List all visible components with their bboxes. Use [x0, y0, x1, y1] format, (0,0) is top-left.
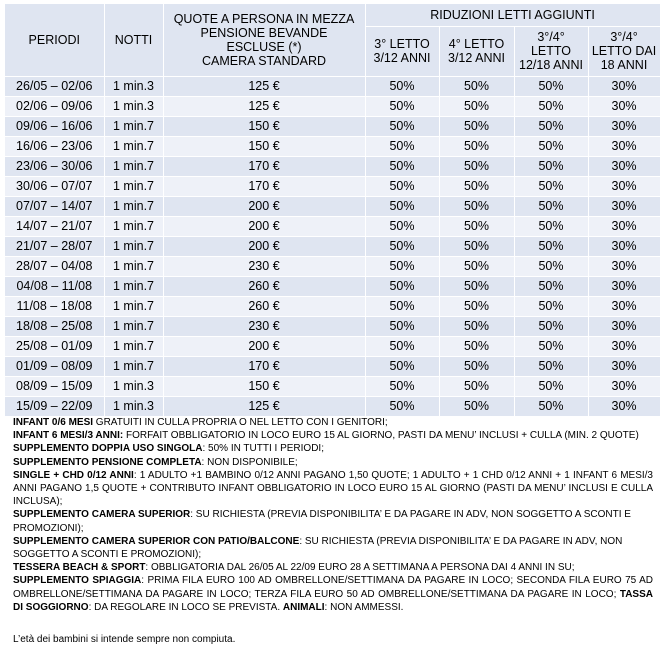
cell-rid-terzo-letto: 50%: [365, 76, 439, 96]
cell-notti: 1 min.3: [104, 96, 163, 116]
note-text: : PRIMA FILA EURO 100 AD OMBRELLONE/SETTIMANA DA PAGARE IN LOCO; SECONDA FILA EURO 75 AD OMBRELLONE/SETTIMANA DA PAGARE IN LOCO; TERZA FILA EURO 50 AD OMBRELLONE/SETTIMANA DA PAGARE IN LOCO;: [13, 575, 653, 600]
cell-rid-12-18: 50%: [514, 156, 588, 176]
table-row: [5, 276, 660, 296]
cell-rid-quarto-letto: 50%: [439, 96, 514, 116]
cell-rid-dai-18: 30%: [588, 196, 660, 216]
cell-rid-quarto-letto: 50%: [439, 276, 514, 296]
table-row: [5, 376, 660, 396]
note-item: [13, 416, 653, 429]
note-text: : OBBLIGATORIA DAL 26/05 AL 22/09 EURO 28 A SETTIMANA A PERSONA DAI 4 ANNI IN SU;: [145, 562, 575, 574]
cell-quota: 200 €: [163, 236, 365, 256]
cell-quota: 150 €: [163, 116, 365, 136]
note-item: [13, 574, 653, 614]
cell-rid-12-18: 50%: [514, 96, 588, 116]
cell-rid-dai-18: 30%: [588, 136, 660, 156]
table-row: [5, 176, 660, 196]
cell-quota: 125 €: [163, 96, 365, 116]
cell-rid-dai-18: 30%: [588, 296, 660, 316]
cell-rid-dai-18: 30%: [588, 376, 660, 396]
cell-periodo: 11/08 – 18/08: [5, 296, 104, 316]
cell-rid-dai-18: 30%: [588, 116, 660, 136]
cell-periodo: 16/06 – 23/06: [5, 136, 104, 156]
cell-rid-dai-18: 30%: [588, 256, 660, 276]
cell-rid-dai-18: 30%: [588, 76, 660, 96]
header-letto-12-18: 3°/4° LETTO 12/18 ANNI: [514, 26, 588, 76]
table-row: [5, 136, 660, 156]
cell-periodo: 30/06 – 07/07: [5, 176, 104, 196]
cell-rid-12-18: 50%: [514, 176, 588, 196]
conditions-notes: [13, 416, 653, 614]
cell-periodo: 08/09 – 15/09: [5, 376, 104, 396]
cell-rid-dai-18: 30%: [588, 216, 660, 236]
cell-rid-terzo-letto: 50%: [365, 316, 439, 336]
header-riduzioni: RIDUZIONI LETTI AGGIUNTI: [365, 4, 660, 26]
cell-rid-terzo-letto: 50%: [365, 396, 439, 416]
note-text: : NON DISPONIBILE;: [201, 456, 298, 468]
cell-notti: 1 min.7: [104, 116, 163, 136]
cell-rid-12-18: 50%: [514, 196, 588, 216]
table-row: [5, 96, 660, 116]
cell-periodo: 09/06 – 16/06: [5, 116, 104, 136]
cell-rid-terzo-letto: 50%: [365, 96, 439, 116]
note-item: [13, 429, 653, 442]
cell-rid-quarto-letto: 50%: [439, 196, 514, 216]
header-quote: QUOTE A PERSONA IN MEZZA PENSIONE BEVANDE ESCLUSE (*) CAMERA STANDARD: [163, 4, 365, 76]
cell-quota: 260 €: [163, 276, 365, 296]
header-terzo-letto-3-12: 3° LETTO 3/12 ANNI: [365, 26, 439, 76]
cell-rid-quarto-letto: 50%: [439, 316, 514, 336]
cell-notti: 1 min.7: [104, 216, 163, 236]
cell-periodo: 23/06 – 30/06: [5, 156, 104, 176]
table-row: [5, 396, 660, 416]
table-row: [5, 256, 660, 276]
cell-notti: 1 min.7: [104, 236, 163, 256]
cell-quota: 125 €: [163, 396, 365, 416]
table-row: [5, 156, 660, 176]
cell-rid-terzo-letto: 50%: [365, 116, 439, 136]
price-table-body: [5, 76, 660, 416]
cell-quota: 260 €: [163, 296, 365, 316]
cell-quota: 170 €: [163, 356, 365, 376]
cell-periodo: 18/08 – 25/08: [5, 316, 104, 336]
cell-rid-quarto-letto: 50%: [439, 376, 514, 396]
header-notti: NOTTI: [104, 4, 163, 76]
table-row: [5, 236, 660, 256]
cell-rid-quarto-letto: 50%: [439, 296, 514, 316]
cell-notti: 1 min.7: [104, 296, 163, 316]
cell-periodo: 26/05 – 02/06: [5, 76, 104, 96]
cell-rid-terzo-letto: 50%: [365, 176, 439, 196]
cell-rid-quarto-letto: 50%: [439, 356, 514, 376]
cell-rid-12-18: 50%: [514, 396, 588, 416]
cell-rid-12-18: 50%: [514, 276, 588, 296]
note-text: : 50% IN TUTTI I PERIODI;: [202, 443, 324, 455]
cell-rid-quarto-letto: 50%: [439, 176, 514, 196]
table-row: [5, 296, 660, 316]
cell-quota: 230 €: [163, 256, 365, 276]
cell-rid-quarto-letto: 50%: [439, 136, 514, 156]
cell-periodo: 01/09 – 08/09: [5, 356, 104, 376]
cell-notti: 1 min.7: [104, 136, 163, 156]
cell-rid-12-18: 50%: [514, 76, 588, 96]
cell-notti: 1 min.7: [104, 356, 163, 376]
note-item: [13, 442, 653, 455]
note-item: [13, 508, 653, 534]
note-label: SUPPLEMENTO CAMERA SUPERIOR CON PATIO/BALCONE: [13, 535, 300, 547]
cell-rid-dai-18: 30%: [588, 176, 660, 196]
cell-periodo: 25/08 – 01/09: [5, 336, 104, 356]
cell-rid-12-18: 50%: [514, 356, 588, 376]
note-item: [13, 469, 653, 509]
note-label: SUPPLEMENTO PENSIONE COMPLETA: [13, 456, 202, 468]
cell-rid-quarto-letto: 50%: [439, 156, 514, 176]
cell-periodo: 14/07 – 21/07: [5, 216, 104, 236]
cell-rid-12-18: 50%: [514, 136, 588, 156]
cell-rid-dai-18: 30%: [588, 316, 660, 336]
cell-rid-quarto-letto: 50%: [439, 236, 514, 256]
cell-rid-dai-18: 30%: [588, 396, 660, 416]
note-text: GRATUITI IN CULLA PROPRIA O NEL LETTO CON I GENITORI;: [93, 417, 388, 428]
table-row: [5, 76, 660, 96]
cell-rid-dai-18: 30%: [588, 276, 660, 296]
cell-rid-12-18: 50%: [514, 376, 588, 396]
note-text: : NON AMMESSI.: [324, 601, 404, 613]
note-label: INFANT 0/6 MESI: [13, 417, 94, 428]
note-item: [13, 535, 653, 561]
cell-quota: 170 €: [163, 156, 365, 176]
cell-notti: 1 min.7: [104, 336, 163, 356]
note-text: : DA REGOLARE IN LOCO SE PREVISTA.: [88, 601, 283, 613]
table-row: [5, 356, 660, 376]
cell-rid-12-18: 50%: [514, 316, 588, 336]
price-table: [5, 4, 661, 417]
cell-rid-12-18: 50%: [514, 336, 588, 356]
cell-notti: 1 min.7: [104, 176, 163, 196]
header-quarto-letto-3-12: 4° LETTO 3/12 ANNI: [439, 26, 514, 76]
cell-rid-dai-18: 30%: [588, 336, 660, 356]
cell-rid-terzo-letto: 50%: [365, 376, 439, 396]
table-row: [5, 216, 660, 236]
table-row: [5, 336, 660, 356]
header-periodi: PERIODI: [5, 4, 104, 76]
cell-quota: 200 €: [163, 216, 365, 236]
note-text: : SU RICHIESTA (PREVIA DISPONIBILITA’ E DA PAGARE IN ADV, NON SOGGETTO A SCONTI E PROMOZIONI);: [13, 535, 623, 561]
note-label: SUPPLEMENTO SPIAGGIA: [13, 575, 142, 587]
cell-notti: 1 min.7: [104, 156, 163, 176]
cell-quota: 150 €: [163, 376, 365, 396]
note-label: ANIMALI: [282, 601, 325, 613]
cell-rid-quarto-letto: 50%: [439, 216, 514, 236]
cell-rid-terzo-letto: 50%: [365, 336, 439, 356]
cell-rid-dai-18: 30%: [588, 156, 660, 176]
cell-rid-terzo-letto: 50%: [365, 276, 439, 296]
cell-notti: 1 min.3: [104, 376, 163, 396]
cell-rid-dai-18: 30%: [588, 356, 660, 376]
cell-periodo: 28/07 – 04/08: [5, 256, 104, 276]
table-row: [5, 196, 660, 216]
cell-periodo: 21/07 – 28/07: [5, 236, 104, 256]
cell-rid-terzo-letto: 50%: [365, 136, 439, 156]
cell-rid-quarto-letto: 50%: [439, 76, 514, 96]
cell-rid-quarto-letto: 50%: [439, 336, 514, 356]
cell-quota: 150 €: [163, 136, 365, 156]
cell-rid-12-18: 50%: [514, 236, 588, 256]
note-label: SINGLE + CHD 0/12 ANNI: [13, 469, 134, 481]
cell-rid-terzo-letto: 50%: [365, 196, 439, 216]
cell-rid-12-18: 50%: [514, 256, 588, 276]
cell-periodo: 15/09 – 22/09: [5, 396, 104, 416]
note-text: : 1 ADULTO +1 BAMBINO 0/12 ANNI PAGANO 1,50 QUOTE; 1 ADULTO + 1 CHD 0/12 ANNI + 1 INFANT 6 MESI/3 ANNI PAGANO 1,5 QUOTE + CONTRIBUTO INFANT OBBLIGATORIO IN LOCO EURO 15 AL GIORNO (PASTI DA MENU’ INCLUSI E CULLA INCLUSA);: [13, 469, 653, 508]
cell-rid-12-18: 50%: [514, 296, 588, 316]
cell-rid-quarto-letto: 50%: [439, 256, 514, 276]
cell-periodo: 02/06 – 09/06: [5, 96, 104, 116]
cell-rid-12-18: 50%: [514, 216, 588, 236]
cell-rid-terzo-letto: 50%: [365, 236, 439, 256]
note-item: [13, 456, 653, 469]
cell-quota: 200 €: [163, 196, 365, 216]
note-label: TESSERA BEACH & SPORT: [13, 562, 146, 574]
cell-rid-quarto-letto: 50%: [439, 396, 514, 416]
footer-note: L’età dei bambini si intende sempre non compiuta.: [13, 634, 236, 645]
cell-quota: 125 €: [163, 76, 365, 96]
cell-rid-terzo-letto: 50%: [365, 356, 439, 376]
cell-rid-terzo-letto: 50%: [365, 216, 439, 236]
cell-quota: 200 €: [163, 336, 365, 356]
cell-periodo: 04/08 – 11/08: [5, 276, 104, 296]
cell-rid-dai-18: 30%: [588, 236, 660, 256]
cell-quota: 170 €: [163, 176, 365, 196]
cell-quota: 230 €: [163, 316, 365, 336]
note-label: TASSA DI SOGGIORNO: [13, 588, 653, 613]
cell-notti: 1 min.7: [104, 276, 163, 296]
cell-rid-quarto-letto: 50%: [439, 116, 514, 136]
note-text: FORFAIT OBBLIGATORIO IN LOCO EURO 15 AL GIORNO, PASTI DA MENU’ INCLUSI + CULLA (MIN. 2 QUOTE): [123, 430, 639, 442]
cell-rid-12-18: 50%: [514, 116, 588, 136]
table-row: [5, 316, 660, 336]
cell-notti: 1 min.3: [104, 76, 163, 96]
cell-rid-terzo-letto: 50%: [365, 296, 439, 316]
note-label: SUPPLEMENTO DOPPIA USO SINGOLA: [13, 443, 203, 455]
note-item: [13, 561, 653, 574]
note-label: INFANT 6 MESI/3 ANNI:: [13, 430, 124, 442]
cell-rid-terzo-letto: 50%: [365, 156, 439, 176]
cell-rid-dai-18: 30%: [588, 96, 660, 116]
cell-rid-terzo-letto: 50%: [365, 256, 439, 276]
cell-notti: 1 min.7: [104, 256, 163, 276]
cell-notti: 1 min.3: [104, 396, 163, 416]
note-text: : SU RICHIESTA (PREVIA DISPONIBILITA’ E DA PAGARE IN ADV, NON SOGGETTO A SCONTI E PROMOZIONI);: [13, 509, 631, 534]
cell-notti: 1 min.7: [104, 316, 163, 336]
note-label: SUPPLEMENTO CAMERA SUPERIOR: [13, 509, 191, 521]
cell-notti: 1 min.7: [104, 196, 163, 216]
cell-periodo: 07/07 – 14/07: [5, 196, 104, 216]
header-letto-dai-18: 3°/4° LETTO DAI 18 ANNI: [588, 26, 660, 76]
table-row: [5, 116, 660, 136]
